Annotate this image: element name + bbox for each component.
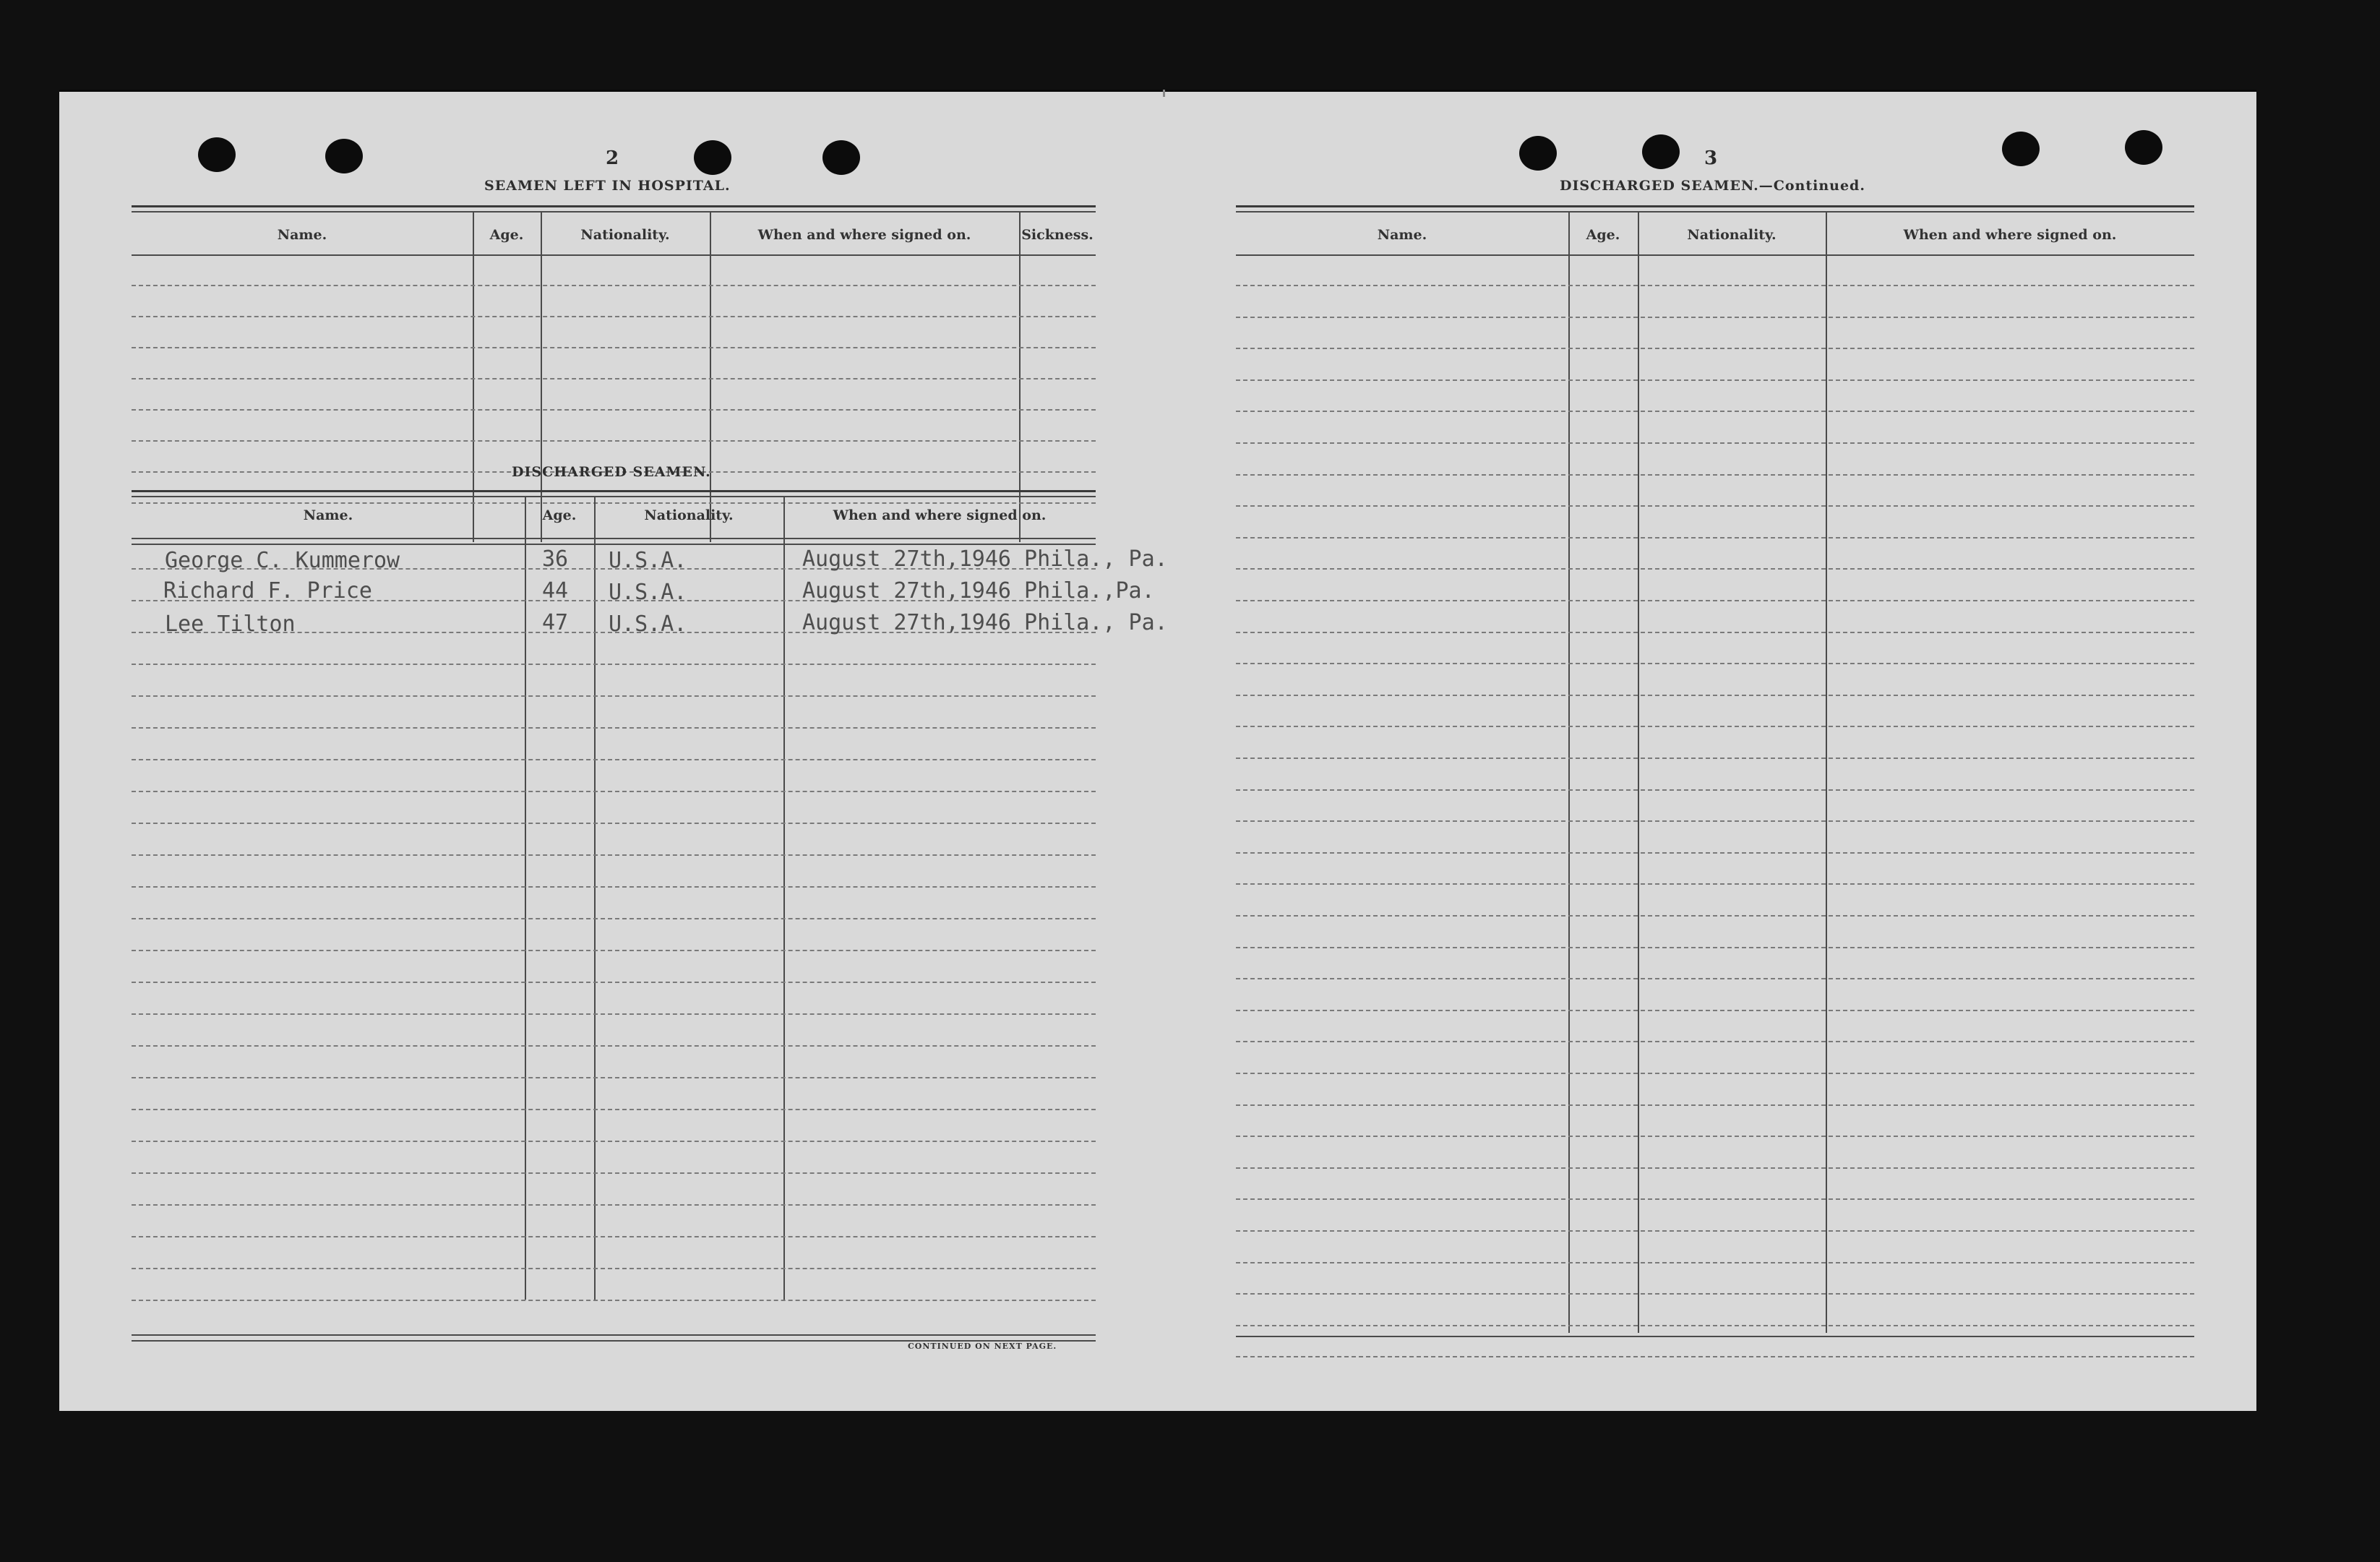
ruled-line [132, 854, 1096, 856]
ruled-line [132, 918, 1096, 919]
continued-table [1236, 213, 2194, 1340]
ruled-line [1236, 1167, 2194, 1169]
continued-header-name: Name. [1377, 227, 1427, 243]
entry-name: George C. Kummerow [165, 548, 400, 573]
punch-hole [1519, 136, 1557, 171]
ruled-line [132, 886, 1096, 888]
entry-age: 47 [542, 610, 569, 635]
page-number-right: 3 [1704, 147, 1718, 169]
ruled-line [1236, 1262, 2194, 1263]
discharged-header-nationality: Nationality. [644, 507, 734, 523]
ruled-line [1236, 663, 2194, 664]
ruled-line [132, 409, 1096, 411]
discharged-table [132, 497, 1168, 1300]
ruled-line [132, 1109, 1096, 1110]
ruled-line [132, 823, 1096, 824]
hospital-header-name: Name. [277, 227, 327, 243]
ruled-line [1236, 820, 2194, 822]
ruled-line [132, 347, 1096, 348]
ruled-line [1236, 1198, 2194, 1200]
ruled-line [1236, 695, 2194, 696]
punch-hole [694, 140, 731, 175]
ruled-line [132, 1013, 1096, 1015]
ruled-line [132, 1300, 1096, 1301]
ruled-line [1236, 1010, 2194, 1011]
ruled-line [1236, 978, 2194, 979]
discharged-header-age: Age. [542, 507, 577, 523]
ruled-line [132, 1204, 1096, 1206]
hospital-header-nationality: Nationality. [580, 227, 670, 243]
ruled-line [132, 316, 1096, 317]
hospital-header-signed-on: When and where signed on. [757, 227, 971, 243]
entry-nationality: U.S.A. [609, 612, 687, 637]
ruled-line [1236, 947, 2194, 948]
ruled-line [132, 1236, 1096, 1237]
ruled-line [1236, 852, 2194, 854]
ruled-line [132, 695, 1096, 697]
ruled-line [132, 1077, 1096, 1078]
ruled-line [1236, 1356, 2194, 1357]
ruled-line [1236, 726, 2194, 727]
ruled-line [132, 1141, 1096, 1142]
entry-age: 44 [542, 578, 569, 604]
entry-nationality: U.S.A. [609, 580, 687, 605]
entry-signed-on: August 27th,1946 Phila.,Pa. [802, 578, 1155, 604]
ruled-line [132, 982, 1096, 983]
ruled-line [1236, 1325, 2194, 1326]
hospital-header-sickness: Sickness. [1021, 227, 1094, 243]
ruled-line [132, 727, 1096, 729]
ruled-line [1236, 789, 2194, 791]
punch-hole [1642, 134, 1680, 169]
ruled-line [1236, 1104, 2194, 1106]
entry-signed-on: August 27th,1946 Phila., Pa. [802, 610, 1168, 635]
entry-name: Lee Tilton [165, 612, 296, 637]
entry-nationality: U.S.A. [609, 548, 687, 573]
ruled-line [1236, 348, 2194, 349]
ruled-line [1236, 915, 2194, 917]
continued-footer: CONTINUED ON NEXT PAGE. [908, 1342, 1057, 1351]
ruled-line [1236, 758, 2194, 759]
ruled-line [132, 950, 1096, 951]
ruled-line [132, 791, 1096, 792]
continued-header-signed-on: When and where signed on. [1903, 227, 2117, 243]
ruled-line [1236, 317, 2194, 318]
page-number-left: 2 [606, 147, 619, 169]
ruled-line [1236, 379, 2194, 381]
continued-section-title: DISCHARGED SEAMEN.—Continued. [1560, 178, 1865, 194]
ruled-line [132, 1172, 1096, 1174]
ruled-line [1236, 1073, 2194, 1074]
ruled-line [1236, 1230, 2194, 1232]
ruled-line [1236, 568, 2194, 570]
ruled-line [132, 285, 1096, 286]
ruled-line [1236, 600, 2194, 601]
ruled-line [132, 1045, 1096, 1047]
ruled-line [1236, 1136, 2194, 1137]
ruled-line [1236, 474, 2194, 476]
ruled-line [1236, 883, 2194, 885]
ruled-line [132, 440, 1096, 442]
discharged-header-signed-on: When and where signed on. [833, 507, 1047, 523]
hospital-section-title: SEAMEN LEFT IN HOSPITAL. [484, 178, 731, 194]
ruled-line [1236, 1293, 2194, 1295]
discharged-section-title: DISCHARGED SEAMEN. [512, 464, 711, 480]
ruled-line [1236, 505, 2194, 507]
ruled-line [1236, 442, 2194, 444]
punch-hole [822, 140, 860, 175]
ruled-line [132, 1268, 1096, 1269]
ruled-line [1236, 285, 2194, 286]
entry-name: Richard F. Price [163, 578, 372, 604]
ruled-line [1236, 632, 2194, 633]
entry-signed-on: August 27th,1946 Phila., Pa. [802, 546, 1168, 572]
hospital-header-age: Age. [489, 227, 524, 243]
continued-header-nationality: Nationality. [1687, 227, 1777, 243]
ruled-line [132, 664, 1096, 665]
ruled-line [1236, 537, 2194, 538]
continued-header-age: Age. [1586, 227, 1620, 243]
punch-hole [325, 139, 363, 173]
discharged-header-name: Name. [303, 507, 353, 523]
ruled-line [132, 378, 1096, 379]
punch-hole [198, 137, 236, 172]
hospital-table [132, 213, 1096, 542]
punch-hole [2002, 132, 2040, 166]
ruled-line [132, 759, 1096, 760]
ruled-line [1236, 411, 2194, 412]
document-sheet [59, 90, 2256, 1411]
entry-age: 36 [542, 546, 569, 572]
punch-hole [2125, 130, 2162, 165]
ruled-line [1236, 1041, 2194, 1042]
